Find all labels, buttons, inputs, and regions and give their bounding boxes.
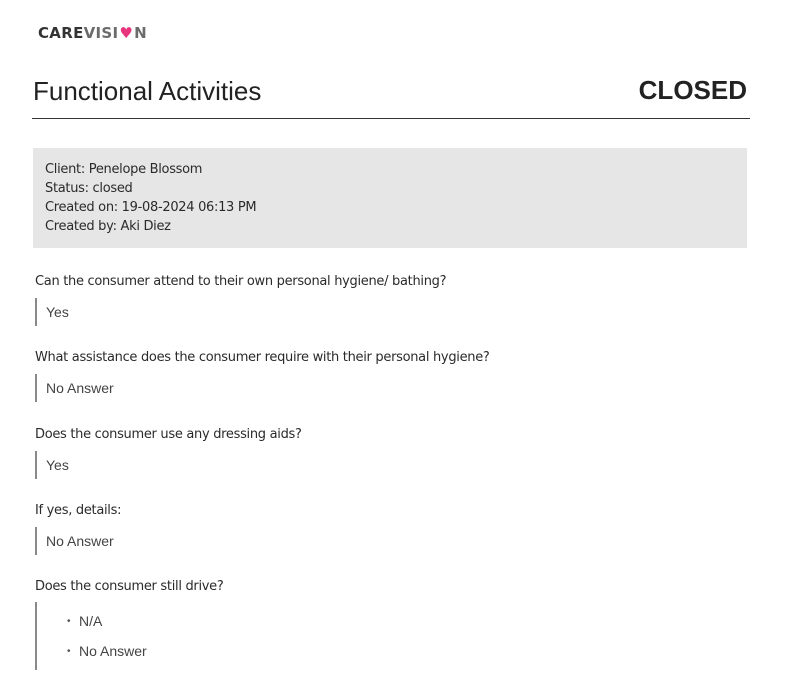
question-text: What assistance does the consumer require with their personal hygiene?	[35, 350, 490, 365]
question-block	[35, 274, 446, 326]
carevision-logo	[38, 24, 147, 42]
answer-text: Yes	[35, 451, 302, 479]
info-box	[33, 148, 747, 248]
question-text: If yes, details:	[35, 503, 122, 518]
status-line: Status: closed	[45, 181, 133, 196]
list-item-text: N/A	[79, 613, 103, 629]
bullet-icon: •	[67, 615, 71, 627]
client-line: Client: Penelope Blossom	[45, 162, 203, 177]
question-block	[35, 427, 302, 479]
question-text: Does the consumer use any dressing aids?	[35, 427, 302, 442]
answer-text: No Answer	[35, 527, 121, 555]
list-item	[67, 636, 223, 666]
question-text: Does the consumer still drive?	[35, 579, 224, 594]
status-badge: CLOSED	[638, 75, 747, 105]
question-block	[35, 503, 121, 555]
created-on-line: Created on: 19-08-2024 06:13 PM	[45, 200, 257, 215]
question-block	[35, 350, 490, 402]
answer-list	[35, 602, 223, 670]
heart-icon: ♥	[119, 23, 134, 42]
logo-text-visi: VISI	[83, 24, 119, 42]
list-item	[67, 606, 223, 636]
question-block	[35, 579, 223, 670]
logo-text-n: N	[134, 24, 148, 42]
logo-text-care: CARE	[38, 24, 84, 42]
list-item-text: No Answer	[79, 643, 147, 659]
answer-text: No Answer	[35, 374, 490, 402]
question-text: Can the consumer attend to their own personal hygiene/ bathing?	[35, 274, 447, 289]
bullet-icon: •	[67, 645, 71, 657]
created-by-line: Created by: Aki Diez	[45, 219, 171, 234]
answer-text: Yes	[35, 298, 446, 326]
page-header	[32, 72, 750, 119]
page-title: Functional Activities	[33, 76, 262, 106]
